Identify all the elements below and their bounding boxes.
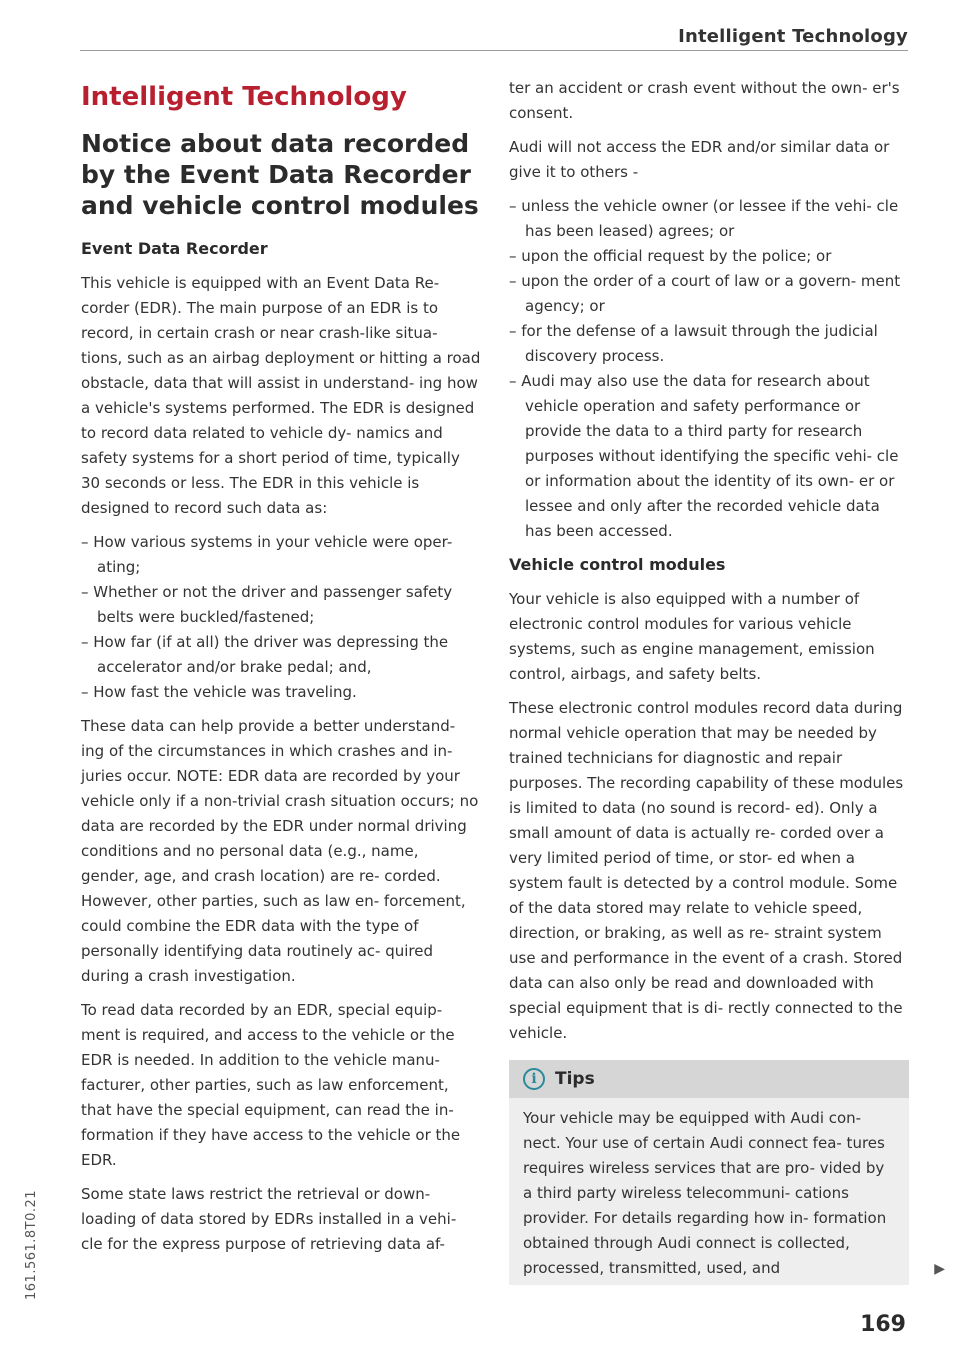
access-conditions-list bbox=[509, 194, 909, 544]
list-item: – upon the order of a court of law or a govern- ment agency; or bbox=[509, 269, 909, 319]
edr-paragraph-6: Audi will not access the EDR and/or similar data or give it to others - bbox=[509, 138, 890, 181]
list-item: – for the defense of a lawsuit through the judicial discovery process. bbox=[509, 319, 909, 369]
tips-text: Your vehicle may be equipped with Audi con- nect. Your use of certain Audi connect fea- tures requires wireless services that are pro- vided by a third party wireless telecommuni- cations provider. For details regarding how in- formation obtained through Audi connect is collected, processed, transmitted, used, and bbox=[523, 1109, 887, 1277]
list-item: – How far (if at all) the driver was depressing the accelerator and/or brake pedal; and, bbox=[81, 630, 481, 680]
list-item: – How various systems in your vehicle were oper- ating; bbox=[81, 530, 481, 580]
edr-paragraph-3: To read data recorded by an EDR, special equip- ment is required, and access to the vehicle or the EDR is needed. In addition to the vehicle manu- facturer, other parties, such as law enforcement, that have the special equipment, can read the in- formation if they have access to the vehicle or the EDR. bbox=[81, 1001, 461, 1169]
list-item: – upon the official request by the police; or bbox=[509, 244, 909, 269]
vcm-paragraph-2: These electronic control modules record data during normal vehicle operation that may be needed by trained technicians for diagnostic and repair purposes. The recording capability of these modules is limited to data (no sound is record- ed). Only a small amount of data is actually re- corded over a very limited period of time, or stor- ed when a system fault is detected by a control module. Some of the data stored may relate to vehicle speed, direction, or braking, as well as re- straint system use and performance in the event of a crash. Stored data can also only be read and downloaded with special equipment that is di- rectly connected to the vehicle. bbox=[509, 699, 904, 1042]
document-code: 161.561.8T0.21 bbox=[24, 1189, 39, 1300]
info-icon: i bbox=[523, 1068, 545, 1090]
vcm-heading: Vehicle control modules bbox=[509, 555, 726, 574]
vcm-paragraph-1: Your vehicle is also equipped with a number of electronic control modules for various vehicle systems, such as engine management, emission control, airbags, and safety belts. bbox=[509, 590, 875, 683]
list-item: – Whether or not the driver and passenger safety belts were buckled/fastened; bbox=[81, 580, 481, 630]
list-item: – How fast the vehicle was traveling. bbox=[81, 680, 481, 705]
edr-data-list bbox=[81, 530, 481, 705]
edr-paragraph-5: ter an accident or crash event without the own- er's consent. bbox=[509, 79, 900, 122]
right-column bbox=[509, 76, 945, 1285]
edr-paragraph-2: These data can help provide a better understand- ing of the circumstances in which crashes and in- juries occur. NOTE: EDR data are recorded by your vehicle only if a non-trivial crash situation occurs; no data are recorded by the EDR under normal driving conditions and no personal data (e.g., name, gender, age, and crash location) are re- corded. However, other parties, such as law en- forcement, could combine the EDR data with the type of personally identifying data routinely ac- quired during a crash investigation. bbox=[81, 717, 479, 985]
page-number: 169 bbox=[860, 1312, 906, 1337]
tips-label: Tips bbox=[555, 1069, 595, 1089]
list-item: – Audi may also use the data for research about vehicle operation and safety performance or provide the data to a third party for research purposes without identifying the specific vehi- cle or information about the identity of its own- er or lessee and only after the recorded vehicle data has been accessed. bbox=[509, 369, 909, 544]
header-rule bbox=[80, 50, 908, 51]
list-item: – unless the vehicle owner (or lessee if the vehi- cle has been leased) agrees; or bbox=[509, 194, 909, 244]
continue-arrow-icon: ▶ bbox=[934, 1261, 945, 1277]
edr-paragraph-1: This vehicle is equipped with an Event Data Re- corder (EDR). The main purpose of an EDR is to record, in certain crash or near crash-like situa- tions, such as an airbag deployment or hitting a road obstacle, data that will assist in understand- ing how a vehicle's systems performed. The EDR is designed to record data related to vehicle dy- namics and safety systems for a short period of time, typically 30 seconds or less. The EDR in this vehicle is designed to record such data as: bbox=[81, 274, 481, 517]
edr-paragraph-4: Some state laws restrict the retrieval or down- loading of data stored by EDRs installed in a vehi- cle for the express purpose of retrieving data af- bbox=[81, 1185, 457, 1253]
tips-header bbox=[523, 1064, 595, 1094]
edr-heading: Event Data Recorder bbox=[81, 239, 268, 258]
running-head: Intelligent Technology bbox=[678, 26, 908, 47]
chapter-title: Intelligent Technology bbox=[81, 82, 407, 112]
tips-box bbox=[509, 1060, 945, 1285]
left-column bbox=[81, 74, 481, 1266]
section-title: Notice about data recorded by the Event Data Recorder and vehicle control modules bbox=[81, 129, 479, 220]
